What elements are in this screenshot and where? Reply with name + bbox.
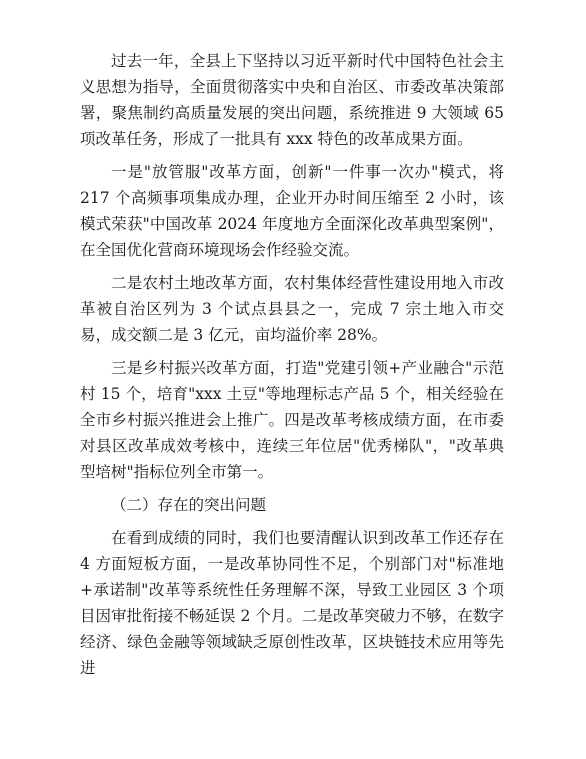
paragraph-admin-reform: 一是"放管服"改革方面，创新"一件事一次办"模式，将 217 个高频事项集成办理，企业开办时间压缩至 2 小时，该模式荣获"中国改革 2024 年度地方全面深化改革典型案例"，在全国优化营商环境现场会作经验交流。: [80, 163, 504, 259]
paragraph-rural-revitalization: 三是乡村振兴改革方面，打造"党建引领+产业融合"示范村 15 个，培育"xxx 土豆"等地理标志产品 5 个，相关经验在全市乡村振兴推进会上推广。四是改革考核成绩方面，在市委对县区改革成效考核中，连续三年位居"优秀梯队"，"改革典型培树"指标位列全市第一。: [80, 359, 504, 481]
section-heading: （二）存在的突出问题: [111, 496, 267, 514]
paragraph-problems: 在看到成绩的同时，我们也要清醒认识到改革工作还存在 4 方面短板方面，一是改革协同性不足，个别部门对"标准地+承诺制"改革等系统性任务理解不深，导致工业园区 3 个项目因审批衔接不畅延误 2 个月。二是改革突破力不够，在数字经济、绿色金融等领域缺乏原创性改革，区块链技术应用等先进: [80, 529, 504, 677]
paragraph-overview: 过去一年，全县上下坚持以习近平新时代中国特色社会主义思想为指导，全面贯彻落实中央和自治区、市委改革决策部署，聚焦制约高质量发展的突出问题，系统推进 9 大领域 65 项改革任务，形成了一批具有 xxx 特色的改革成果方面。: [80, 52, 504, 148]
document-body: [80, 48, 504, 688]
paragraph-land-reform: 二是农村土地改革方面，农村集体经营性建设用地入市改革被自治区列为 3 个试点县县之一，完成 7 宗土地入市交易，成交额二是 3 亿元，亩均溢价率 28%。: [80, 274, 504, 344]
